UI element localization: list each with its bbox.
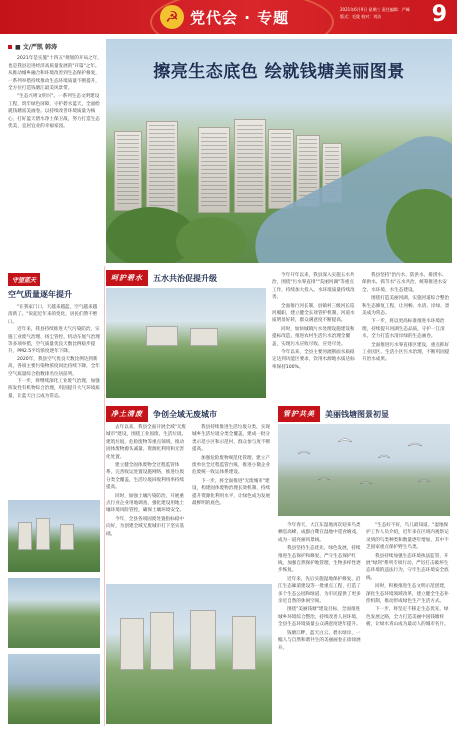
building [190,610,216,670]
building [150,612,174,670]
section-title: 党代会 · 专题 [190,9,290,27]
air-paragraph: 近年来，我县持续推进大气污染防治，实施工业废气治理、扬尘管控、机动车尾气治理等多项举措，空气质量优良天数比例稳步提升，PM2.5平均浓度逐年下降。 [8,327,100,355]
eco-paragraph: 我县持续加强生态环境执法监管，开展"绿剑"系列专项行动，严厉打击破坏生态环境的违法行为，守牢生态环境安全底线。 [366,553,449,581]
building [18,522,32,550]
air-paragraph: 下一步，将继续深化工业废气治理，加强挥发性有机物综合治理，巩固提升大气环境质量，让蓝天白云成为常态。 [8,379,100,399]
building [146,326,178,346]
egret-birds [278,424,450,516]
waste-column-2 [192,424,272,508]
building [120,618,144,670]
riverside-park-photo [8,578,100,648]
air-paragraph: 2020年，我县空气优良天数比例达到新高，各项主要污染物浓度同比持续下降，全年空气质量综合指数排名位居前列。 [8,356,100,377]
eco-paragraph: "生态好不好，鸟儿最知道。"湿地保护工作人员介绍，近年来在区域内观察记录到的鸟类种类和数量逐年增加，其中不乏国家重点保护野生鸟类。 [366,523,449,551]
building [36,518,50,550]
tree-cluster [176,217,246,263]
waste-paragraph: 今年，全县各项固废处置指标稳中向好，为创建全域无废城市打下坚实基础。 [106,516,185,537]
waste-paragraph: 建立健全固体废物全过程监管体系，完善收运处置设施网络，推进垃圾分类全覆盖，生活垃圾回收利用率持续提高。 [106,463,185,491]
headline: 擦亮生态底色 绘就钱塘美丽图景 [153,62,405,82]
river-village-photo [106,288,266,398]
intro-paragraph: "生态兴则文明兴"。一系列生态文明建设工程，筑牢绿色屏障，守护碧水蓝天，全面绘就钱塘富美画卷。以持续改善环境质量为核心，打好蓝天碧水净土保卫战，努力打造生态优美、宜居宜业的幸福家园。 [8,93,100,130]
waste-paragraph: 去年以来，我县全面开展全域"无废城市"建设，围绕工业固废、生活垃圾、建筑垃圾、危险废物等重点领域，推动固体废物源头减量、资源化利用和无害化处置。 [106,425,187,460]
eco-paragraph: 下一步，将坚定不移走生态优先、绿色发展之路，全力打造美丽中国钱塘样板，让绿水青山成为最动人的城市名片。 [366,607,449,628]
water-paragraph: 下一步，将以更高标准推进水环境治理，持续提升河湖生态品质，守护一江清水，全力打造水清岸绿的生态画卷。 [362,319,445,340]
wetland-photo [8,654,100,724]
water-paragraph: 围绕打造美丽河湖，实施河道综合整治和生态修复工程，让河畅、水清、岸绿、景美成为常态。 [362,296,450,317]
building [60,524,74,550]
air-tag: 守望蓝天 [8,273,40,286]
waste-paragraph: 加强危险废物规范化管理，建立产废单位全过程监管台账，推进小微企业危废统一收运体系建设。 [192,455,271,476]
building [114,131,142,211]
eco-column-1 [278,522,362,653]
eco-paragraph: 围绕"美丽钱塘"建设目标，全面推进城乡环境综合整治，持续改善人居环境，全县生态环境质量公众满意度逐年提升。 [278,607,361,628]
hero-photo [106,39,452,263]
eco-column-2 [366,522,450,630]
water-tag: 呵护碧水 [106,270,148,286]
egrets-wetland-photo [278,424,450,516]
water-subtitle: 五水共治促提升级 [153,273,217,283]
building [198,127,230,213]
water-paragraph: 同时，加快城镇污水处理设施建设和提标改造，推进农村生活污水治理全覆盖，实现污水应收尽收、应处尽处。 [272,326,355,347]
eco-paragraph: 我县坚持生态优先、绿色发展，持续推进生态保护和修复，严守生态保护红线，加强自然保护地管理，生物多样性逐步恢复。 [278,546,361,574]
eco-paragraph: 今年春天，大江东湿地再次迎来鸟类栖息高峰，成群白鹭在湿地中觅食嬉戏，成为一道亮丽风景线。 [278,523,361,543]
water-paragraph: 今年开年以来，我县深入实施五水共治，围绕"污水零直排""美丽河湖"等重点工作，持续加大投入，水环境质量持续改善。 [272,273,355,301]
water-paragraph: 我县坚持"治污水、防洪水、排涝水、保供水、抓节水"五水共治，统筹推进水安全、水环境、水生态建设。 [362,273,447,293]
residential-park-photo [106,584,272,724]
eco-paragraph: 同时，积极推进生态文明示范创建，深化生态环境领域改革，建立健全生态补偿机制，推动形成绿色生产生活方式。 [366,584,449,605]
masthead [0,0,457,34]
waste-paragraph: 下一步，将全面推进"无废城市"建设，构建固体废物治理长效机制，持续提升资源化利用水平，让绿色成为发展最鲜明的底色。 [192,478,271,507]
waste-band [106,406,217,422]
water-column-2 [362,272,450,365]
waste-column-1 [106,424,188,539]
river-town-photo [8,500,100,572]
air-paragraph: "在我家门口，天越来越蓝，空气越来越清新了。"说起近年来的变化，居民们赞不绝口。 [8,305,98,325]
intro-column [8,40,102,131]
byline: ■ 文/严凯 韩涛 [8,42,102,51]
waste-tag: 净土清废 [106,406,148,422]
air-subtitle: 空气质量逐年提升 [8,290,72,299]
page-number: 9 [431,2,447,27]
column-divider [104,266,105,726]
waste-paragraph: 同时，加强土壤污染防治，开展重点行业企业用地调查，强化建设用地土壤环境风险管控，确保土壤环境安全。 [106,493,185,514]
waste-paragraph: 我县持续推进生活垃圾分类，实现城乡生活垃圾分类全覆盖，建成一批分类示范小区和示范村，群众参与度不断提高。 [192,425,271,453]
water-paragraph: 全面推进污水零直排区建设，重点抓好工业园区、生活小区污水治理，不断巩固提升治水成果。 [362,342,450,363]
eco-paragraph: 近年来，先后实施湿地保护修复、沿江生态廊道建设等一批重点工程，打造了多个生态公园和绿道，为市民提供了更多亲近自然的休闲空间。 [278,576,361,605]
eco-tag: 管护共美 [278,406,320,422]
building [190,328,218,346]
issue-meta: 2021年6月9日 星期三 责任编辑：严峰 版式：毛俊 校对：刘洁 [340,7,410,19]
water-paragraph: 今年以来，全县主要河流断面水质稳定达到功能区要求，饮用水源地水质达标率保持100%。 [272,350,355,370]
building [268,129,294,209]
waste-subtitle: 争创全域无废城市 [153,409,217,419]
party-emblem-icon: ☭ [160,5,184,29]
building [234,119,266,213]
building [232,616,256,670]
water-column-1 [272,272,356,372]
water-band [106,270,217,286]
water-paragraph: 全面推行河长制，县镇村三级河长巡河履职，建立健全长效管护机制，河道水质明显好转，群众满意度不断提高。 [272,303,355,324]
intro-paragraph: 2021年是实施"十四五"规划的开局之年，也是我县迈进经济高质量发展的"开篇"之年。从推动城乡融合和环境改善到生态保护修复，一系列举措持续推动生态环境质量不断提升，全方位打造钱塘江最美风景带。 [8,56,102,92]
eco-band [278,406,389,422]
air-quality-section [8,267,100,400]
eco-subtitle: 美丽钱塘图景初显 [325,409,389,419]
eco-paragraph: 钱塘江畔，蓝天白云、碧水绿岸，一幅人与自然和谐共生的美丽画卷正徐徐展开。 [278,630,361,651]
building [146,121,178,213]
